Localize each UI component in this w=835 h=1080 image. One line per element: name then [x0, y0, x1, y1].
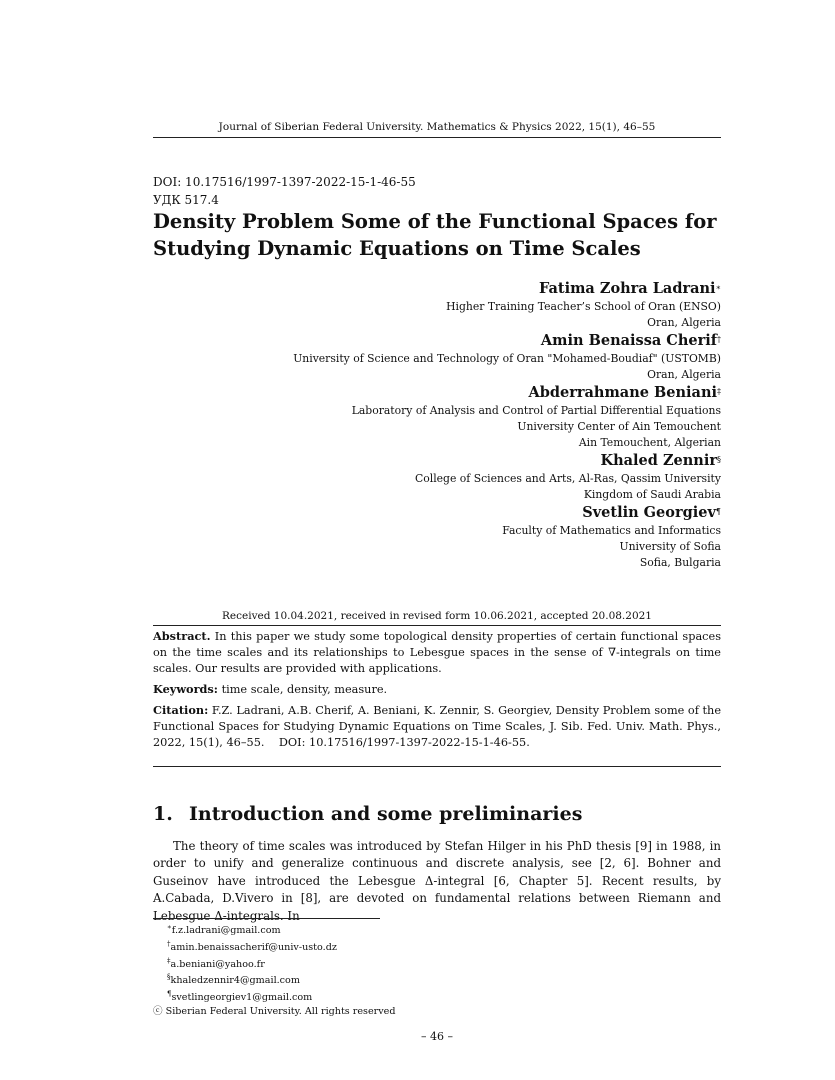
udk-line: УДК 517.4 [153, 193, 219, 207]
footnote-mark: † [167, 939, 171, 948]
footnotes [153, 921, 395, 1019]
affiliation-line: Ain Temouchent, Algerian [578, 435, 721, 449]
author-name [161, 278, 721, 299]
affiliation-line: Faculty of Mathematics and Informatics [502, 524, 721, 538]
keywords-label: Keywords: [153, 682, 218, 696]
intro-paragraph: The theory of time scales was introduced by Stefan Hilger in his PhD thesis [9] in 1988, in order to unify and generalize continuous and discrete analysis, see [2, 6]. Bohner and Guseinov have introduced the Lebesgue Δ-integral [6, Chapter 5]. Recent results, by A.Cabada, D.Vivero in [8], are devoted on fundamental relations between Riemann and Lebesgue Δ-integrals. In [153, 839, 721, 923]
author-footnote-mark: ‡ [717, 387, 721, 397]
author-name-text: Fatima Zohra Ladrani [538, 280, 716, 297]
footnote-email: khaledzennir4@gmail.com [170, 975, 300, 987]
affiliation-line: Oran, Algeria [647, 367, 721, 381]
doi-line: DOI: 10.17516/1997-1397-2022-15-1-46-55 [153, 175, 416, 189]
author-block [161, 278, 721, 330]
affiliation-line: Oran, Algeria [647, 315, 721, 329]
author-list [161, 278, 721, 570]
author-name-text: Svetlin Georgiev [582, 504, 716, 522]
journal-header: Journal of Siberian Federal University. Mathematics & Physics 2022, 15(1), 46–55 [218, 121, 656, 133]
affiliation-line: Kingdom of Saudi Arabia [583, 487, 721, 501]
abstract-top-divider [153, 625, 721, 626]
author-block [161, 330, 721, 382]
author-name-text: Abderrahmane Beniani [528, 384, 717, 402]
affiliation-line: Sofia, Bulgaria [639, 555, 721, 569]
affiliation-line: University of Sofia [619, 539, 721, 553]
affiliation-line: University of Science and Technology of Oran "Mohamed-Boudiaf" (USTOMB) [293, 352, 721, 366]
received-dates: Received 10.04.2021, received in revised form 10.06.2021, accepted 20.08.2021 [222, 610, 652, 622]
footnote-item [153, 955, 395, 972]
footnote-divider [153, 918, 380, 919]
abstract-text: In this paper we study some topological density properties of certain functional spaces on the time scales and its relationships to Lebesgue spaces in the sense of ∇-integrals on time scales. Our results are provided with applications. [153, 630, 721, 675]
author-name [161, 330, 721, 351]
header-divider [153, 137, 721, 138]
footnote-item [153, 988, 395, 1005]
abstract-paragraph [153, 628, 721, 677]
copyright-notice: ⓒ Siberian Federal University. All rights reserved [153, 1005, 396, 1017]
author-block [161, 450, 721, 502]
author-footnote-mark: § [717, 455, 721, 465]
keywords-text: time scale, density, measure. [221, 683, 388, 696]
footnote-email: amin.benaissacherif@univ-usto.dz [170, 941, 337, 953]
footnote-email: svetlingeorgiev1@gmail.com [171, 992, 313, 1004]
citation-text: F.Z. Ladrani, A.B. Cherif, A. Beniani, K. Zennir, S. Georgiev, Density Problem some of the Functional Spaces for Studying Dynamic Equations on Time Scales, J. Sib. Fed. Univ. Math. Phys., 2022, 15(1), 46–55. DOI: 10.17516/1997-1397-2022-15-1-46-55. [153, 704, 725, 749]
author-name-text: Khaled Zennir [600, 452, 717, 470]
author-name [161, 502, 721, 523]
affiliation-line: Higher Training Teacher’s School of Oran (ENSO) [446, 300, 721, 313]
footnote-mark: ¶ [167, 990, 172, 999]
footnote-mark: ‡ [167, 956, 171, 965]
section-number: 1. [153, 803, 173, 825]
author-block [161, 502, 721, 570]
affiliation-line: Laboratory of Analysis and Control of Partial Differential Equations [351, 404, 721, 418]
author-footnote-mark: † [717, 335, 721, 345]
footnote-email: f.z.ladrani@gmail.com [171, 925, 281, 937]
doi-block [153, 173, 416, 209]
footnote-email: a.beniani@yahoo.fr [170, 958, 265, 970]
section-title-text: Introduction and some preliminaries [189, 803, 583, 825]
author-footnote-mark: ∗ [715, 283, 721, 292]
keywords-paragraph [153, 681, 721, 698]
footnote-mark: ∗ [167, 923, 172, 931]
footnote-item [153, 938, 395, 955]
footnote-item [153, 971, 395, 988]
page-number: – 46 – [421, 1030, 453, 1043]
affiliation-line: College of Sciences and Arts, Al-Ras, Qassim University [414, 472, 721, 486]
abstract-section [153, 628, 725, 755]
author-footnote-mark: ¶ [715, 507, 721, 517]
author-block [161, 382, 721, 450]
footnote-item [153, 921, 395, 938]
paper-title: Density Problem Some of the Functional Spaces for Studying Dynamic Equations on Time Scales [153, 210, 717, 260]
citation-label: Citation: [153, 703, 209, 717]
author-name [161, 382, 721, 403]
abstract-bottom-divider [153, 766, 721, 767]
section-heading [153, 803, 582, 825]
affiliation-line: University Center of Ain Temouchent [517, 419, 721, 433]
author-name [161, 450, 721, 471]
abstract-label: Abstract. [153, 629, 211, 643]
citation-paragraph [153, 702, 725, 751]
author-name-text: Amin Benaissa Cherif [540, 332, 717, 350]
footnote-mark: § [167, 973, 171, 982]
